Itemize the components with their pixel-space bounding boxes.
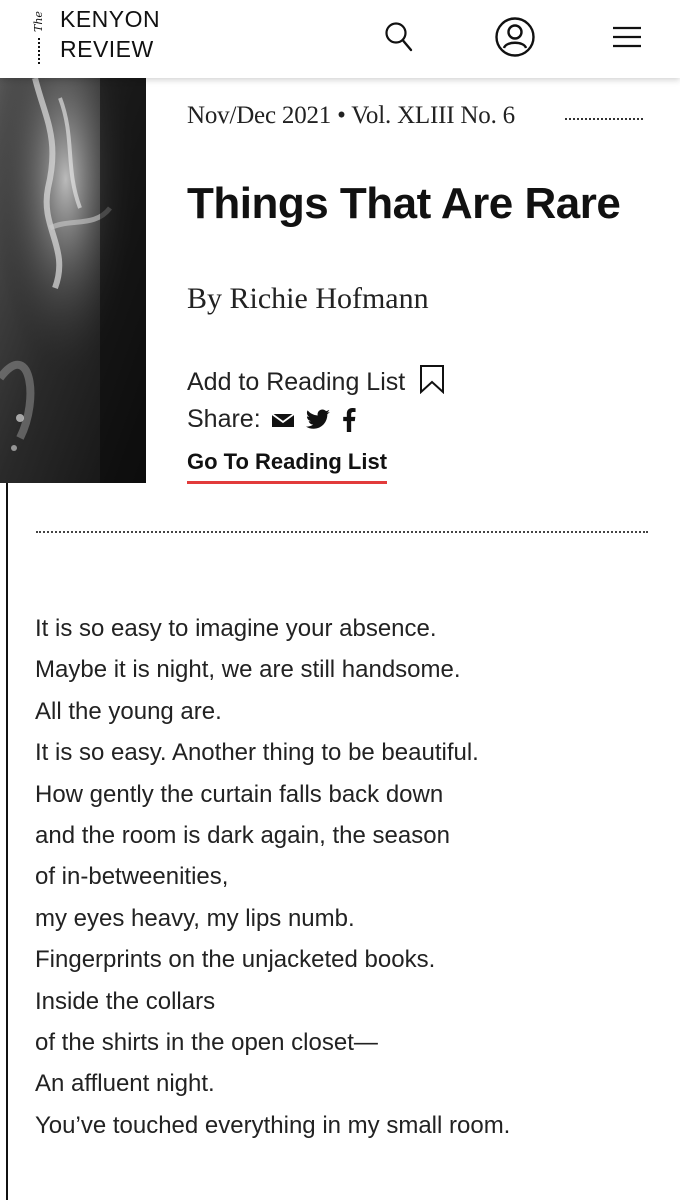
- logo-review: REVIEW: [60, 36, 154, 62]
- kenyon-review-logo[interactable]: [32, 6, 182, 66]
- menu-button[interactable]: [604, 14, 650, 60]
- poem-line: Maybe it is night, we are still handsome.: [35, 656, 461, 684]
- facebook-icon[interactable]: [341, 408, 357, 432]
- poem-line: of the shirts in the open closet—: [35, 1029, 378, 1057]
- poem-line: All the young are.: [35, 697, 222, 725]
- add-to-reading-list-button[interactable]: [187, 364, 445, 401]
- poem-line: It is so easy. Another thing to be beautiful.: [35, 739, 479, 767]
- poem-line: and the room is dark again, the season: [35, 822, 450, 850]
- share-label: Share:: [187, 405, 261, 433]
- add-to-reading-list-label: Add to Reading List: [187, 368, 406, 396]
- share-row: [187, 405, 357, 434]
- bookmark-icon: [419, 364, 445, 401]
- left-rule: [6, 483, 8, 1200]
- account-button[interactable]: [492, 14, 538, 60]
- logo-dots: [38, 38, 40, 64]
- search-button[interactable]: [376, 14, 422, 60]
- poem-line: Fingerprints on the unjacketed books.: [35, 946, 436, 974]
- byline[interactable]: By Richie Hofmann: [187, 282, 429, 315]
- mail-icon[interactable]: [271, 411, 295, 429]
- menu-icon: [612, 25, 642, 49]
- poem-body: [35, 608, 655, 1146]
- dotted-divider: [36, 531, 648, 533]
- logo-kenyon: KENYON: [60, 6, 161, 32]
- poem-line: It is so easy to imagine your absence.: [35, 615, 437, 642]
- poem-line: Inside the collars: [35, 987, 216, 1015]
- logo-the: The: [32, 11, 45, 32]
- twitter-icon[interactable]: [305, 409, 331, 431]
- issue-info[interactable]: Nov/Dec 2021 • Vol. XLIII No. 6: [187, 102, 515, 129]
- poem-line: of in-betweenities,: [35, 863, 229, 891]
- go-to-reading-list-link[interactable]: Go To Reading List: [187, 449, 387, 484]
- article-photo: [0, 78, 146, 483]
- search-icon: [384, 21, 414, 53]
- poem-line: You’ve touched everything in my small room.: [35, 1111, 511, 1139]
- poem-line: An affluent night.: [35, 1070, 215, 1098]
- site-header: [0, 0, 680, 78]
- issue-dots-divider: [565, 118, 643, 120]
- poem-line: my eyes heavy, my lips numb.: [35, 904, 355, 932]
- account-icon: [494, 16, 536, 58]
- poem-line: How gently the curtain falls back down: [35, 780, 444, 808]
- page-title: Things That Are Rare: [187, 179, 621, 228]
